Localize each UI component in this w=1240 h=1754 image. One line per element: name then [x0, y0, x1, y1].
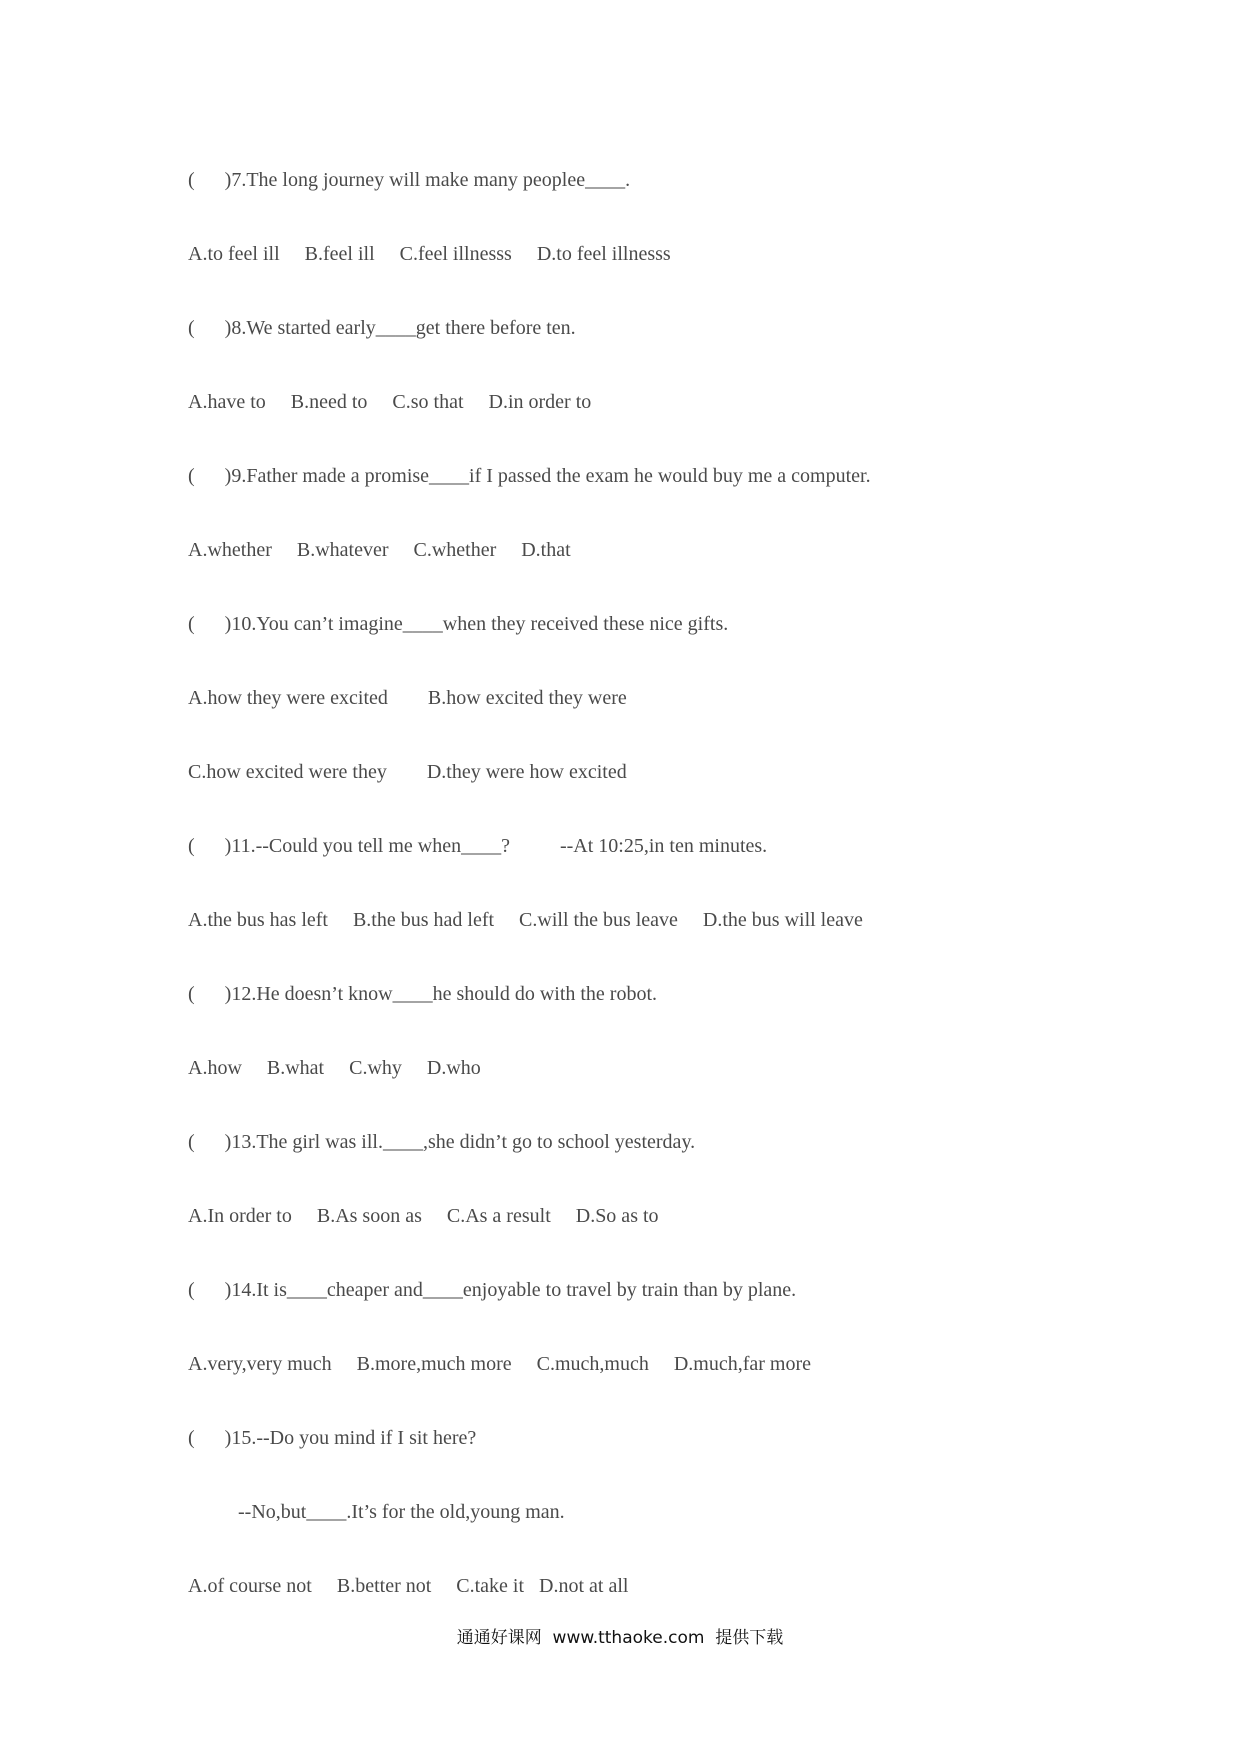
question-11: ( )11.--Could you tell me when____? --At 10:25,in ten minutes. — [188, 835, 768, 857]
options-12: A.how B.what C.why D.who — [188, 1057, 481, 1079]
options-8: A.have to B.need to C.so that D.in order to — [188, 391, 592, 413]
question-8: ( )8.We started early____get there before ten. — [188, 317, 576, 339]
question-13: ( )13.The girl was ill.____,she didn’t go to school yesterday. — [188, 1131, 696, 1153]
options-10-cd: C.how excited were they D.they were how excited — [188, 761, 627, 783]
options-15: A.of course not B.better not C.take it D.not at all — [188, 1575, 629, 1597]
question-7: ( )7.The long journey will make many peoplee____. — [188, 169, 631, 191]
options-7: A.to feel ill B.feel ill C.feel illnesss D.to feel illnesss — [188, 243, 671, 265]
question-15: ( )15.--Do you mind if I sit here? — [188, 1427, 477, 1449]
options-10-ab: A.how they were excited B.how excited they were — [188, 687, 627, 709]
options-13: A.In order to B.As soon as C.As a result D.So as to — [188, 1205, 659, 1227]
page-footer: 通通好课网 www.tthaoke.com 提供下载 — [456, 1628, 784, 1648]
options-11: A.the bus has left B.the bus had left C.will the bus leave D.the bus will leave — [188, 909, 863, 931]
options-9: A.whether B.whatever C.whether D.that — [188, 539, 571, 561]
question-10: ( )10.You can’t imagine____when they received these nice gifts. — [188, 613, 729, 635]
options-14: A.very,very much B.more,much more C.much,much D.much,far more — [188, 1353, 811, 1375]
question-12: ( )12.He doesn’t know____he should do with the robot. — [188, 983, 658, 1005]
question-15-reply: --No,but____.It’s for the old,young man. — [188, 1501, 565, 1523]
question-14: ( )14.It is____cheaper and____enjoyable to travel by train than by plane. — [188, 1279, 797, 1301]
question-9: ( )9.Father made a promise____if I passed the exam he would buy me a computer. — [188, 465, 871, 487]
